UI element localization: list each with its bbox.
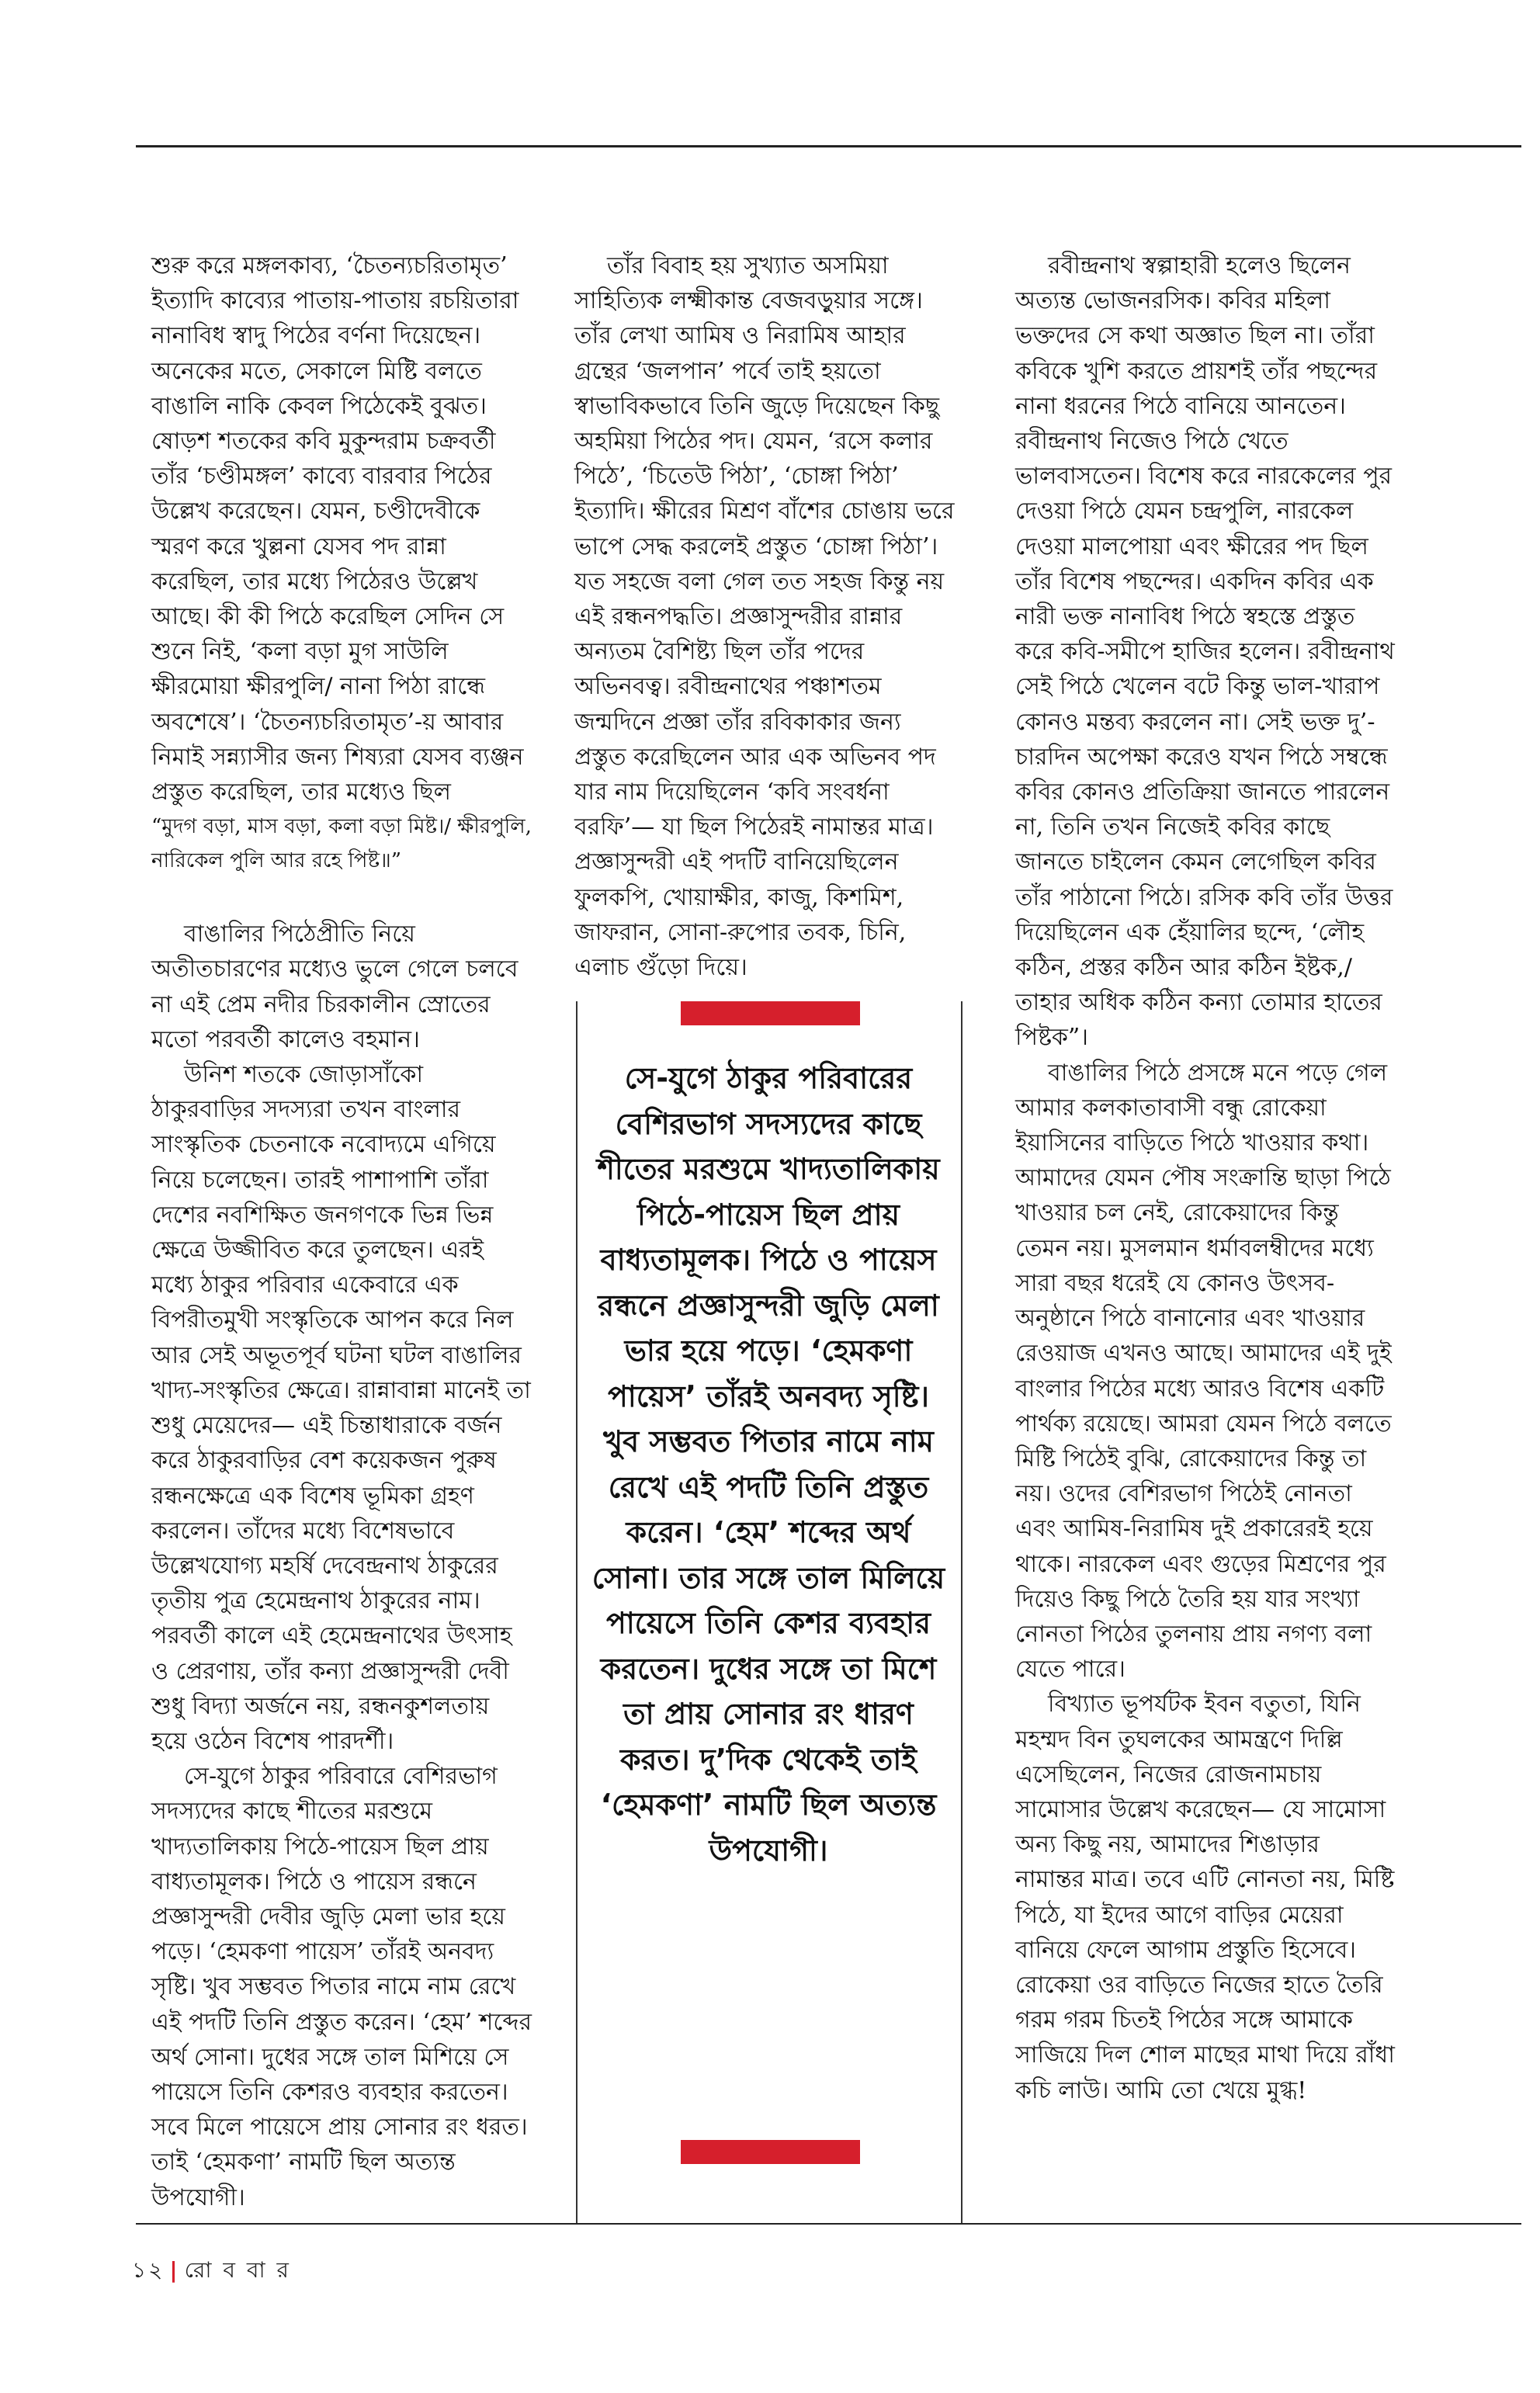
top-rule (136, 145, 1521, 147)
footer-separator: | (169, 2257, 180, 2283)
paragraph: বাঙালির পিঠেপ্রীতি নিয়ে অতীতচারণের মধ্যেও ভুলে গেলে চলবে না এই প্রেম নদীর চিরকালীন স্রোতের মতো পরবর্তী কালেও বহমান। (151, 921, 519, 1053)
article-column-2 (574, 248, 955, 985)
bottom-rule (136, 2223, 1521, 2225)
paragraph: বাঙালির পিঠে প্রসঙ্গে মনে পড়ে গেল আমার কলকাতাবাসী বন্ধু রোকেয়া ইয়াসিনের বাড়িতে পিঠে খাওয়ার কথা। আমাদের যেমন পৌষ সংক্রান্তি ছাড়া পিঠে খাওয়ার চল নেই, রোকেয়াদের কিন্তু তেমন নয়। মুসলমান ধর্মাবলম্বীদের মধ্যে সারা বছর ধরেই যে কোনও উৎসব-অনুষ্ঠানে পিঠে বানানোর এবং খাওয়ার রেওয়াজ এখনও আছে। আমাদের এই দুই বাংলার পিঠের মধ্যে আরও বিশেষ একটি পার্থক্য রয়েছে। আমরা যেমন পিঠে বলতে মিষ্টি পিঠেই বুঝি, রোকেয়াদের কিন্তু তা নয়। ওদের বেশিরভাগ পিঠেই নোনতা এবং আমিষ-নিরামিষ দুই প্রকারেরই হয়ে থাকে। নারকেল এবং গুড়ের মিশ্রণের পুর দিয়েও কিছু পিঠে তৈরি হয় যার সংখ্যা নোনতা পিঠের তুলনায় প্রায় নগণ্য বলা যেতে পারে। (1015, 1059, 1392, 1684)
magazine-name: রো ব বা র (184, 2257, 291, 2283)
page-footer (132, 2253, 291, 2290)
column-divider-right (961, 1001, 962, 2224)
pull-quote-bottom-bar (681, 2140, 860, 2164)
verse-quote: “মুদগ বড়া, মাস বড়া, কলা বড়া মিষ্ট।/ ক্ষীরপুলি, নারিকেল পুলি আর রহে পিষ্ট॥” (151, 815, 532, 873)
paragraph: সে-যুগে ঠাকুর পরিবারে বেশিরভাগ সদস্যদের কাছে শীতের মরশুমে খাদ্যতালিকায় পিঠে-পায়েস ছিল প্রায় বাধ্যতামূলক। পিঠে ও পায়েস রন্ধনে প্রজ্ঞাসুন্দরী দেবীর জুড়ি মেলা ভার হয়ে পড়ে। ‘হেমকণা পায়েস’ তাঁরই অনবদ্য সৃষ্টি। খুব সম্ভবত পিতার নামে নাম রেখে এই পদটি তিনি প্রস্তুত করেন। ‘হেম’ শব্দের অর্থ সোনা। দুধের সঙ্গে তাল মিশিয়ে সে পায়েসে তিনি কেশরও ব্যবহার করতেন। সবে মিলে পায়েসে প্রায় সোনার রং ধরত। তাই ‘হেমকণা’ নামটি ছিল অত্যন্ত উপযোগী। (151, 1763, 532, 2211)
page-number: ১২ (132, 2257, 165, 2283)
pull-quote-text: সে-যুগে ঠাকুর পরিবারের বেশিরভাগ সদস্যদের কাছে শীতের মরশুমে খাদ্যতালিকায় পিঠে-পায়েস ছিল প্রায় বাধ্যতামূলক। পিঠে ও পায়েস রন্ধনে প্রজ্ঞাসুন্দরী জুড়ি মেলা ভার হয়ে পড়ে। ‘হেমকণা পায়েস’ তাঁরই অনবদ্য সৃষ্টি। খুব সম্ভবত পিতার নামে নাম রেখে এই পদটি তিনি প্রস্তুত করেন। ‘হেম’ শব্দের অর্থ সোনা। তার সঙ্গে তাল মিলিয়ে পায়েসে তিনি কেশর ব্যবহার করতেন। দুধের সঙ্গে তা মিশে তা প্রায় সোনার রং ধারণ করত। দু’দিক থেকেই তাই ‘হেমকণা’ নামটি ছিল অত্যন্ত উপযোগী। (591, 1061, 945, 1868)
paragraph: তাঁর বিবাহ হয় সুখ্যাত অসমিয়া সাহিত্যিক লক্ষ্মীকান্ত বেজবড়ুয়ার সঙ্গে। তাঁর লেখা আমিষ ও নিরামিষ আহার গ্রন্থের ‘জলপান’ পর্বে তাই হয়তো স্বাভাবিকভাবে তিনি জুড়ে দিয়েছেন কিছু অহমিয়া পিঠের পদ। যেমন, ‘রসে কলার পিঠে’, ‘চিতেউ পিঠা’, ‘চোঙ্গা পিঠা’ ইত্যাদি। ক্ষীরের মিশ্রণ বাঁশের চোঙায় ভরে ভাপে সেদ্ধ করলেই প্রস্তুত ‘চোঙ্গা পিঠা’। যত সহজে বলা গেল তত সহজ কিন্তু নয় এই রন্ধনপদ্ধতি। প্রজ্ঞাসুন্দরীর রান্নার অন্যতম বৈশিষ্ট্য ছিল তাঁর পদের অভিনবত্ব। রবীন্দ্রনাথের পঞ্চাশতম জন্মদিনে প্রজ্ঞা তাঁর রবিকাকার জন্য প্রস্তুত করেছিলেন আর এক অভিনব পদ যার নাম দিয়েছিলেন ‘কবি সংবর্ধনা বরফি’— যা ছিল পিঠেরই নামান্তর মাত্র। প্রজ্ঞাসুন্দরী এই পদটি বানিয়েছিলেন ফুলকপি, খোয়াক্ষীর, কাজু, কিশমিশ, জাফরান, সোনা-রুপোর তবক, চিনি, এলাচ গুঁড়ো দিয়ে। (574, 252, 955, 982)
paragraph: বিখ্যাত ভূপর্যটক ইবন বতুতা, যিনি মহম্মদ বিন তুঘলকের আমন্ত্রণে দিল্লি এসেছিলেন, নিজের রোজনামচায় সামোসার উল্লেখ করেছেন— যে সামোসা অন্য কিছু নয়, আমাদের শিঙাড়ার নামান্তর মাত্র। তবে এটি নোনতা নয়, মিষ্টি পিঠে, যা ইদের আগে বাড়ির মেয়েরা বানিয়ে ফেলে আগাম প্রস্তুতি হিসেবে। রোকেয়া ওর বাড়িতে নিজের হাতে তৈরি গরম গরম চিতই পিঠের সঙ্গে আমাকে সাজিয়ে দিল শোল মাছের মাথা দিয়ে রাঁধা কচি লাউ। আমি তো খেয়ে মুগ্ধ! (1015, 1691, 1395, 2104)
article-column-3 (1015, 248, 1396, 2108)
article-column-1 (151, 248, 532, 2215)
paragraph: রবীন্দ্রনাথ স্বল্পাহারী হলেও ছিলেন অত্যন্ত ভোজনরসিক। কবির মহিলা ভক্তদের সে কথা অজ্ঞাত ছিল না। তাঁরা কবিকে খুশি করতে প্রায়শই তাঁর পছন্দের নানা ধরনের পিঠে বানিয়ে আনতেন। রবীন্দ্রনাথ নিজেও পিঠে খেতে ভালবাসতেন। বিশেষ করে নারকেলের পুর দেওয়া পিঠে যেমন চন্দ্রপুলি, নারকেল দেওয়া মালপোয়া এবং ক্ষীরের পদ ছিল তাঁর বিশেষ পছন্দের। একদিন কবির এক নারী ভক্ত নানাবিধ পিঠে স্বহস্তে প্রস্তুত করে কবি-সমীপে হাজির হলেন। রবীন্দ্রনাথ সেই পিঠে খেলেন বটে কিন্তু ভাল-খারাপ কোনও মন্তব্য করলেন না। সেই ভক্ত দু’-চারদিন অপেক্ষা করেও যখন পিঠে সম্বন্ধে কবির কোনও প্রতিক্রিয়া জানতে পারলেন না, তিনি তখন নিজেই কবির কাছে জানতে চাইলেন কেমন লেগেছিল কবির তাঁর পাঠানো পিঠে। রসিক কবি তাঁর উত্তর দিয়েছিলেন এক হেঁয়ালির ছন্দে, ‘লৌহ কঠিন, প্রস্তর কঠিন আর কঠিন ইষ্টক,/ তাহার অধিক কঠিন কন্যা তোমার হাতের পিষ্টক”। (1015, 252, 1395, 1052)
pull-quote-top-bar (681, 1001, 860, 1025)
column-divider-left (576, 1001, 578, 2224)
paragraph: শুরু করে মঙ্গলকাব্য, ‘চৈতন্যচরিতামৃত’ ইত্যাদি কাব্যের পাতায়-পাতায় রচয়িতারা নানাবিধ স্বাদু পিঠের বর্ণনা দিয়েছেন। অনেকের মতে, সেকালে মিষ্টি বলতে বাঙালি নাকি কেবল পিঠেকেই বুঝত। ষোড়শ শতকের কবি মুকুন্দরাম চক্রবর্তী তাঁর ‘চণ্ডীমঙ্গল’ কাব্যে বারবার পিঠের উল্লেখ করেছেন। যেমন, চণ্ডীদেবীকে স্মরণ করে খুল্লনা যেসব পদ রান্না করেছিল, তার মধ্যে পিঠেরও উল্লেখ আছে। কী কী পিঠে করেছিল সেদিন সে শুনে নিই, ‘কলা বড়া মুগ সাউলি ক্ষীরমোয়া ক্ষীরপুলি/ নানা পিঠা রান্ধে অবশেষে’। ‘চৈতন্যচরিতামৃত’-য় আবার নিমাই সন্ন্যাসীর জন্য শিষ্যরা যেসব ব্যঞ্জন প্রস্তুত করেছিল, তার মধ্যেও ছিল (151, 252, 524, 806)
paragraph: উনিশ শতকে জোড়াসাঁকো ঠাকুরবাড়ির সদস্যরা তখন বাংলার সাংস্কৃতিক চেতনাকে নবোদ্যমে এগিয়ে নিয়ে চলেছেন। তারই পাশাপাশি তাঁরা দেশের নবশিক্ষিত জনগণকে ভিন্ন ভিন্ন ক্ষেত্রে উজ্জীবিত করে তুলছেন। এরই মধ্যে ঠাকুর পরিবার একেবারে এক বিপরীতমুখী সংস্কৃতিকে আপন করে নিল আর সেই অভূতপূর্ব ঘটনা ঘটল বাঙালির খাদ্য-সংস্কৃতির ক্ষেত্রে। রান্নাবান্না মানেই তা শুধু মেয়েদের— এই চিন্তাধারাকে বর্জন করে ঠাকুরবাড়ির বেশ কয়েকজন পুরুষ রন্ধনক্ষেত্রে এক বিশেষ ভূমিকা গ্রহণ করলেন। তাঁদের মধ্যে বিশেষভাবে উল্লেখযোগ্য মহর্ষি দেবেন্দ্রনাথ ঠাকুরের তৃতীয় পুত্র হেমেন্দ্রনাথ ঠাকুরের নাম। পরবর্তী কালে এই হেমেন্দ্রনাথের উৎসাহ ও প্রেরণায়, তাঁর কন্যা প্রজ্ঞাসুন্দরী দেবী শুধু বিদ্যা অর্জনে নয়, রন্ধনকুশলতায় হয়ে ওঠেন বিশেষ পারদর্শী। (151, 1061, 531, 1755)
